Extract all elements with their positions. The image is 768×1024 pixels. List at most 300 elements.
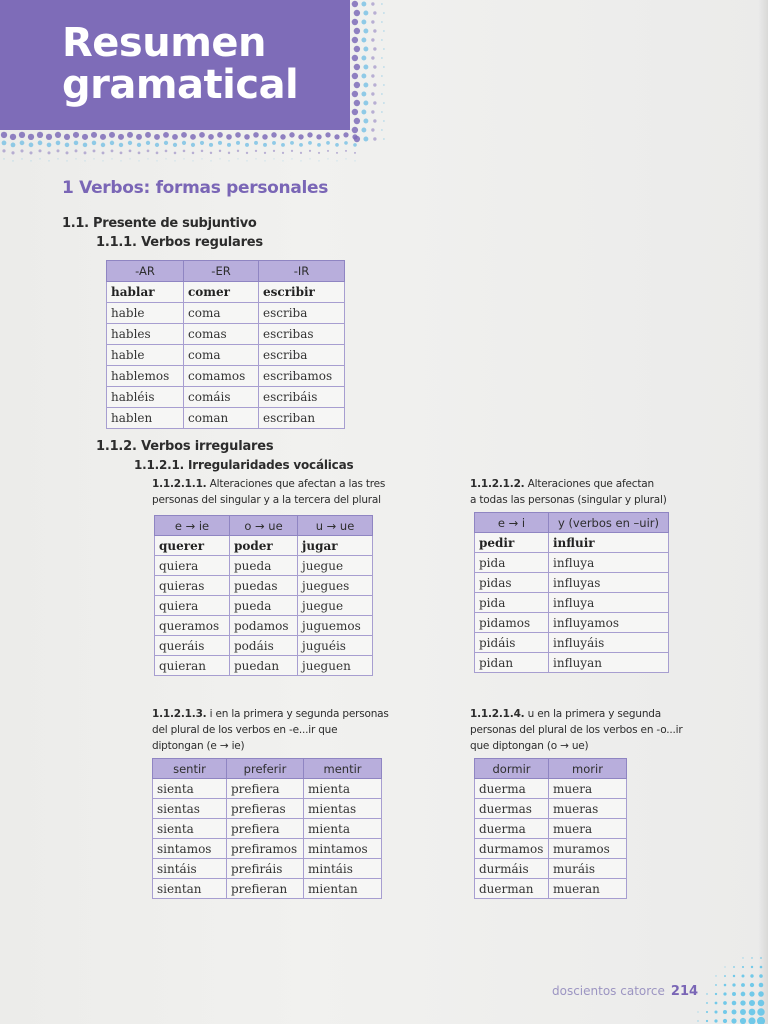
decorative-dot: [255, 150, 257, 152]
table-cell: querer: [155, 536, 230, 556]
table-row: [107, 345, 345, 366]
decorative-dot: [137, 143, 141, 147]
table-row: [475, 859, 627, 879]
decorative-dot: [101, 143, 105, 147]
table-cell: juegues: [298, 576, 373, 596]
table-cell: hablemos: [107, 366, 184, 387]
decorative-dot: [154, 134, 160, 140]
alt3-caption: [152, 706, 389, 754]
page-title-line2: gramatical: [62, 62, 299, 108]
table-cell: influya: [549, 553, 669, 573]
decorative-dot: [245, 143, 249, 147]
table-cell: comer: [184, 282, 259, 303]
column-header: -AR: [107, 261, 184, 282]
decorative-dot: [706, 1020, 708, 1022]
table-cell: comamos: [184, 366, 259, 387]
alt1-table: [154, 515, 373, 676]
table-row: [107, 366, 345, 387]
alt1-caption-line2: personas del singular y a la tercera del plural: [152, 494, 381, 506]
decorative-dot: [750, 983, 754, 987]
decorative-dot: [173, 143, 177, 147]
decorative-dot: [280, 134, 285, 139]
decorative-dot: [334, 134, 339, 139]
decorative-dot: [48, 160, 49, 161]
table-cell: hablar: [107, 282, 184, 303]
decorative-dot: [371, 128, 374, 131]
table-cell: duerma: [475, 779, 549, 799]
decorative-dot: [271, 132, 276, 137]
decorative-dot: [383, 48, 385, 50]
decorative-dot: [29, 151, 32, 154]
page-title-line1: Resumen: [62, 20, 266, 66]
table-cell: sienta: [153, 819, 227, 839]
decorative-dot: [715, 993, 717, 995]
decorative-dot: [757, 1017, 765, 1024]
table-cell: hable: [107, 303, 184, 324]
table-row: [155, 556, 373, 576]
decorative-dot: [732, 1010, 737, 1015]
table-cell: muráis: [549, 859, 627, 879]
table-cell: habléis: [107, 387, 184, 408]
decorative-dot: [373, 11, 376, 14]
table-cell: influyas: [549, 573, 669, 593]
table-cell: influyamos: [549, 613, 669, 633]
decorative-dot: [82, 134, 88, 140]
decorative-dot: [138, 152, 141, 155]
table-cell: durmáis: [475, 859, 549, 879]
table-cell: sintamos: [153, 839, 227, 859]
decorative-dot: [352, 37, 358, 43]
column-header: -IR: [259, 261, 345, 282]
decorative-dot: [373, 101, 376, 104]
decorative-dot: [336, 160, 337, 161]
decorative-dot: [742, 966, 744, 968]
decorative-dot: [181, 132, 187, 138]
decorative-dot: [209, 143, 213, 147]
alt4-caption: [470, 706, 682, 754]
decorative-dot: [383, 138, 385, 140]
decorative-dot: [219, 158, 220, 159]
decorative-dot: [336, 152, 338, 154]
decorative-dot: [174, 152, 177, 155]
decorative-dot: [361, 92, 366, 97]
decorative-dot: [742, 975, 745, 978]
decorative-dot: [183, 150, 186, 153]
table-cell: influir: [549, 533, 669, 553]
table-header-row: [153, 759, 382, 779]
decorative-dot: [316, 134, 321, 139]
column-header: e → ie: [155, 516, 230, 536]
alt2-caption-line2: a todas las personas (singular y plural): [470, 494, 667, 506]
decorative-dot: [28, 134, 34, 140]
table-row: [153, 779, 382, 799]
decorative-dot: [373, 119, 376, 122]
decorative-dot: [191, 143, 195, 147]
decorative-dot: [273, 150, 275, 152]
regular-verbs-table: [106, 260, 345, 429]
decorative-dot: [352, 1, 358, 7]
decorative-dot: [354, 160, 355, 161]
decorative-dot: [147, 158, 148, 159]
decorative-dot: [237, 158, 238, 159]
decorative-dot: [740, 1018, 746, 1024]
decorative-dot: [371, 38, 374, 41]
column-header: dormir: [475, 759, 549, 779]
decorative-dot: [309, 158, 310, 159]
table-header-row: [155, 516, 373, 536]
table-cell: jugar: [298, 536, 373, 556]
table-cell: mueran: [549, 879, 627, 899]
alt1-caption-line1: Alteraciones que afectan a las tres: [209, 478, 386, 490]
decorative-dot: [740, 1000, 745, 1005]
regular-verbs-heading: 1.1.1. Verbos regulares: [96, 235, 263, 250]
table-header-row: [475, 513, 669, 533]
table-cell: pueda: [230, 556, 298, 576]
decorative-dot: [199, 132, 205, 138]
table-cell: hables: [107, 324, 184, 345]
table-row: [153, 819, 382, 839]
decorative-dot: [291, 150, 293, 152]
table-cell: hable: [107, 345, 184, 366]
decorative-dot: [733, 975, 735, 977]
decorative-dot: [110, 141, 114, 145]
table-cell: influyáis: [549, 633, 669, 653]
decorative-dot: [361, 110, 366, 115]
decorative-dot: [335, 143, 339, 147]
decorative-dot: [47, 143, 52, 148]
decorative-dot: [201, 158, 202, 159]
alt4-number: 1.1.2.1.4.: [470, 708, 525, 720]
decorative-dot: [64, 134, 70, 140]
decorative-dot: [732, 1001, 737, 1006]
decorative-dot: [751, 966, 753, 968]
decorative-dot: [361, 56, 366, 61]
decorative-dot: [373, 83, 376, 86]
table-row: [155, 596, 373, 616]
table-cell: prefiera: [227, 779, 304, 799]
decorative-dot: [371, 20, 374, 23]
decorative-dot: [19, 132, 25, 138]
decorative-dot: [749, 991, 754, 996]
decorative-dot: [697, 1020, 698, 1021]
decorative-dot: [759, 983, 764, 988]
alt4-caption-line1: u en la primera y segunda: [527, 708, 661, 720]
decorative-dot: [289, 132, 294, 137]
column-header: e → i: [475, 513, 549, 533]
table-cell: podáis: [230, 636, 298, 656]
decorative-dot: [156, 160, 157, 161]
table-cell: puedan: [230, 656, 298, 676]
table-cell: muera: [549, 819, 627, 839]
table-cell: mintamos: [304, 839, 382, 859]
decorative-dot: [246, 160, 247, 161]
table-cell: pedir: [475, 533, 549, 553]
table-cell: juguéis: [298, 636, 373, 656]
decorative-dot: [758, 991, 764, 997]
table-cell: influyan: [549, 653, 669, 673]
decorative-dot: [138, 160, 139, 161]
decorative-dot: [2, 149, 5, 152]
table-cell: escriban: [259, 408, 345, 429]
alt2-caption: [470, 476, 667, 508]
decorative-dot: [760, 966, 763, 969]
decorative-dot: [298, 134, 303, 139]
decorative-dot: [20, 141, 25, 146]
table-row: [475, 593, 669, 613]
table-cell: quiera: [155, 556, 230, 576]
decorative-dot: [92, 141, 96, 145]
table-cell: quiera: [155, 596, 230, 616]
page-number-words: doscientos catorce: [552, 984, 665, 998]
decorative-dot: [253, 132, 259, 138]
decorative-dot: [127, 132, 133, 138]
decorative-dot: [237, 150, 239, 152]
table-cell: mienta: [304, 819, 382, 839]
alt3-caption-line2: del plural de los verbos en -e...ir que: [152, 724, 338, 736]
table-cell: pidas: [475, 573, 549, 593]
table-row: [153, 879, 382, 899]
decorative-dot: [255, 158, 256, 159]
decorative-dot: [210, 160, 211, 161]
decorative-dot: [361, 2, 366, 7]
decorative-dot: [75, 149, 78, 152]
decorative-dot: [300, 152, 302, 154]
table-header-row: [107, 261, 345, 282]
table-cell: pida: [475, 593, 549, 613]
decorative-dot: [172, 134, 178, 140]
decorative-dot: [300, 160, 301, 161]
table-cell: muramos: [549, 839, 627, 859]
decorative-dot: [57, 158, 58, 159]
table-cell: sientan: [153, 879, 227, 899]
alt4-caption-line2: personas del plural de los verbos en -o...ir: [470, 724, 683, 736]
page-number: 214: [670, 984, 699, 999]
decorative-dot: [363, 119, 368, 124]
table-cell: prefieras: [227, 799, 304, 819]
decorative-dot: [352, 19, 358, 25]
decorative-dot: [345, 158, 346, 159]
decorative-dot: [724, 966, 725, 967]
decorative-dot: [309, 150, 311, 152]
decorative-dot: [118, 134, 124, 140]
decorative-dot: [91, 132, 97, 138]
table-row: [107, 303, 345, 324]
alt2-table: [474, 512, 669, 673]
table-cell: prefiera: [227, 819, 304, 839]
decorative-dot: [183, 158, 184, 159]
decorative-dot: [74, 141, 79, 146]
decorative-dot: [83, 143, 88, 148]
decorative-dot: [741, 983, 745, 987]
decorative-dot: [146, 141, 150, 145]
decorative-dot: [714, 1010, 717, 1013]
table-cell: prefiráis: [227, 859, 304, 879]
table-cell: puedas: [230, 576, 298, 596]
decorative-dot: [326, 141, 330, 145]
decorative-dot: [383, 84, 385, 86]
decorative-dot: [39, 158, 40, 159]
decorative-dot: [182, 141, 186, 145]
decorative-dot: [174, 160, 175, 161]
table-row: [155, 636, 373, 656]
decorative-dot: [317, 143, 321, 147]
table-cell: comáis: [184, 387, 259, 408]
table-cell: pueda: [230, 596, 298, 616]
decorative-dot: [354, 10, 360, 16]
table-row: [155, 536, 373, 556]
decorative-dot: [11, 151, 14, 154]
table-cell: mientan: [304, 879, 382, 899]
column-header: preferir: [227, 759, 304, 779]
table-row: [153, 799, 382, 819]
decorative-dot: [354, 64, 360, 70]
decorative-dot: [246, 152, 248, 154]
table-cell: sintáis: [153, 859, 227, 879]
table-cell: juegue: [298, 556, 373, 576]
decorative-dot: [65, 143, 70, 148]
decorative-dot: [757, 1008, 764, 1015]
decorative-dot: [327, 158, 328, 159]
table-cell: jueguen: [298, 656, 373, 676]
decorative-dot: [218, 141, 222, 145]
page-edge-shadow: [758, 0, 768, 1024]
decorative-dot: [344, 141, 348, 145]
decorative-dot: [363, 137, 368, 142]
table-row: [107, 387, 345, 408]
decorative-dot: [10, 134, 16, 140]
decorative-dot: [363, 11, 368, 16]
decorative-dot: [325, 132, 330, 137]
decorative-dot: [371, 92, 374, 95]
table-cell: escribamos: [259, 366, 345, 387]
decorative-dot: [381, 57, 383, 59]
decorative-dot: [272, 141, 276, 145]
decorative-dot: [30, 160, 31, 161]
decorative-dot: [352, 55, 358, 61]
decorative-dot: [742, 957, 743, 958]
decorative-dot: [371, 74, 374, 77]
decorative-dot: [706, 1011, 708, 1013]
decorative-dot: [37, 132, 43, 138]
decorative-dot: [751, 957, 752, 958]
table-row: [107, 324, 345, 345]
decorative-dot: [354, 46, 360, 52]
alt4-caption-line3: que diptongan (o → ue): [470, 740, 589, 752]
decorative-dot: [145, 132, 151, 138]
decorative-dot: [371, 2, 374, 5]
decorative-dot: [741, 992, 746, 997]
decorative-dot: [363, 29, 368, 34]
decorative-dot: [129, 158, 130, 159]
column-header: -ER: [184, 261, 259, 282]
decorative-dot: [732, 983, 735, 986]
decorative-dot: [381, 21, 383, 23]
decorative-dot: [66, 160, 67, 161]
alt1-caption: [152, 476, 385, 508]
table-cell: quieras: [155, 576, 230, 596]
decorative-dot: [282, 152, 284, 154]
decorative-dot: [120, 160, 121, 161]
decorative-dot: [128, 141, 132, 145]
alt1-number: 1.1.2.1.1.: [152, 478, 207, 490]
decorative-dot: [354, 152, 356, 154]
table-cell: juegue: [298, 596, 373, 616]
table-cell: influya: [549, 593, 669, 613]
table-cell: coma: [184, 345, 259, 366]
decorative-dot: [318, 152, 320, 154]
decorative-dot: [371, 110, 374, 113]
table-cell: coma: [184, 303, 259, 324]
table-cell: escribas: [259, 324, 345, 345]
table-cell: podamos: [230, 616, 298, 636]
decorative-dot: [190, 134, 196, 140]
decorative-dot: [381, 39, 383, 41]
decorative-dot: [299, 143, 303, 147]
decorative-dot: [345, 150, 347, 152]
decorative-dot: [308, 141, 312, 145]
column-header: y (verbos en –uir): [549, 513, 669, 533]
table-row: [475, 819, 627, 839]
decorative-dot: [724, 975, 726, 977]
decorative-dot: [714, 1019, 717, 1022]
table-cell: duermas: [475, 799, 549, 819]
alt4-table: [474, 758, 627, 899]
alt3-table: [152, 758, 382, 899]
table-cell: escriba: [259, 345, 345, 366]
decorative-dot: [264, 152, 266, 154]
decorative-dot: [290, 141, 294, 145]
decorative-dot: [273, 158, 274, 159]
decorative-dot: [750, 974, 753, 977]
decorative-dot: [147, 150, 150, 153]
decorative-dot: [56, 141, 61, 146]
decorative-dot: [759, 974, 763, 978]
table-cell: mientas: [304, 799, 382, 819]
decorative-dot: [715, 984, 717, 986]
decorative-dot: [363, 65, 368, 70]
decorative-dot: [352, 91, 358, 97]
table-cell: duerman: [475, 879, 549, 899]
decorative-dot: [381, 111, 383, 113]
decorative-dot: [760, 957, 762, 959]
decorative-dot: [740, 1009, 746, 1015]
decorative-dot: [363, 101, 368, 106]
irregular-verbs-heading: 1.1.2. Verbos irregulares: [96, 439, 274, 454]
decorative-dot: [373, 47, 376, 50]
decorative-dot: [21, 158, 23, 160]
decorative-dot: [733, 966, 735, 968]
decorative-dot: [318, 160, 319, 161]
decorative-dot: [723, 992, 726, 995]
decorative-dot: [228, 152, 230, 154]
decorative-dot: [749, 1000, 755, 1006]
corner-dot-pattern: [688, 954, 768, 1024]
decorative-dot: [383, 12, 385, 14]
decorative-dot: [262, 134, 268, 140]
decorative-dot: [706, 993, 707, 994]
table-row: [155, 656, 373, 676]
table-row: [475, 533, 669, 553]
decorative-dot: [164, 141, 168, 145]
decorative-dot: [1, 132, 7, 138]
decorative-dot: [46, 134, 52, 140]
decorative-dot: [163, 132, 169, 138]
decorative-dot: [361, 74, 366, 79]
decorative-dot: [748, 1017, 755, 1024]
decorative-dot: [373, 29, 376, 32]
decorative-dot: [281, 143, 285, 147]
table-row: [107, 282, 345, 303]
